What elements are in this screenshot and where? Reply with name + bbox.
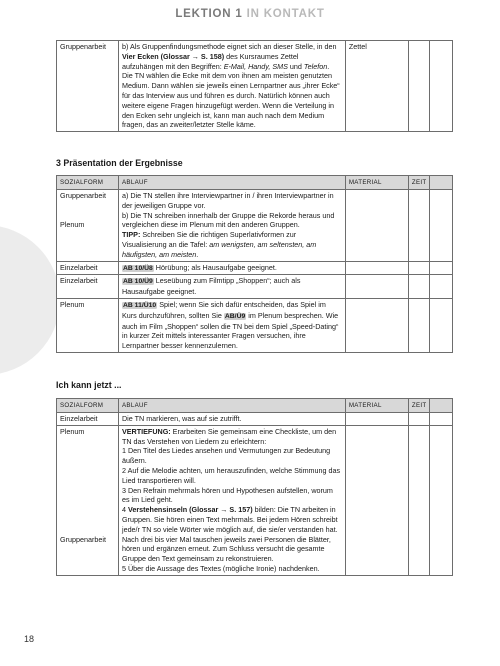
header-zeit: ZEIT [408,399,429,413]
empty-cell [429,190,452,262]
zeit-cell [408,413,429,426]
header-sozialform: SOZIALFORM [57,176,119,190]
table-ich-kann-block [56,398,453,576]
table-row [57,41,453,132]
text-segment: im Plenum besprechen. Wie auch im Film „Shoppen“ sollen die TN bei dem Spiel „Speed-Dating“ in kurzer Zeit mittels interessanter Fragen versuchen, ihre Lernpartner besser kennenzulernen. [121,310,339,351]
sozialform-line [60,476,115,486]
ablauf-cell [118,275,345,299]
empty-cell [429,41,452,132]
text-segment: Schreiben Sie die richtigen Superlativformen zur Visualisierung an die Tafel: [121,230,297,249]
workbook-reference: AB/Ü9 [224,312,246,320]
table-continuation-body [57,41,453,132]
zeit-cell [408,190,429,262]
sozialform-line: Einzelarbeit [60,262,98,272]
ablauf-paragraph [122,263,342,274]
text-segment: und [287,61,304,71]
ablauf-paragraph [122,564,342,574]
sozialform-line: Plenum [60,299,85,309]
material-cell [345,261,408,275]
header-sozialform: SOZIALFORM [57,399,119,413]
sozialform-line: Einzelarbeit [60,276,98,286]
text-segment: b) Die TN schreiben innerhalb der Gruppe die Rekorde heraus und vergleichen diese im Plenum mit den anderen Gruppen. [121,210,335,230]
table-continuation [56,40,453,132]
ablauf-paragraph [122,414,342,424]
material-cell [345,298,408,352]
text-segment: a) Die TN stellen ihre Interviewpartner in / ihren Interviewpartner in der jeweiligen Gruppe vor. [121,191,334,210]
text-segment: Die TN markieren, was auf sie zutrifft. [121,414,242,423]
material-cell [345,275,408,299]
text-segment: 5 Über die Aussage des Textes (mögliche Ironie) nachdenken. [121,563,320,573]
zeit-cell [408,298,429,352]
header-zeit: ZEIT [408,176,429,190]
table-ich-kann-body [57,413,453,576]
section-title-praesentation: 3 Präsentation der Ergebnisse [56,158,183,168]
header-topic: IN KONTAKT [246,8,325,20]
zeit-cell [408,425,429,575]
workbook-reference: AB 11/Ü10 [122,301,157,309]
header-empty [429,399,452,413]
section-title-ich-kann: Ich kann jetzt ... [56,380,122,390]
sozialform-cell [57,261,119,275]
empty-cell [429,275,452,299]
ablauf-cell [118,425,345,575]
empty-cell [429,413,452,426]
sozialform-line: Gruppenarbeit [60,191,106,200]
table-row [57,425,453,575]
zeit-cell [408,275,429,299]
text-segment: VERTIEFUNG: [121,426,171,436]
text-segment: Leseübung zum Filmtipp „Shoppen“; auch als Hausaufgabe geeignet. [121,276,301,297]
ablauf-paragraph [122,300,342,351]
table-row [57,190,453,262]
workbook-reference: AB 10/Ü9 [122,278,153,286]
sozialform-line: Einzelarbeit [60,414,98,423]
sozialform-cell [57,298,119,352]
sozialform-line [60,466,115,476]
material-cell [345,413,408,426]
text-segment: TIPP: [121,230,141,240]
text-segment: Erarbeiten Sie gemeinsam eine Checkliste, um den TN das Verstehen von Liedern zu erleichtern: [121,426,337,446]
text-segment: Hörübung; als Hausaufgabe geeignet. [153,262,277,272]
sozialform-cell: Gruppenarbeit [57,41,119,132]
ablauf-cell [118,413,345,426]
sozialform-cell [57,275,119,299]
sozialform-line: Gruppenarbeit [60,534,106,544]
table-row [57,298,453,352]
table-header-row [57,176,453,190]
page-header [0,8,500,20]
ablauf-paragraph [122,230,342,259]
text-segment: E-Mail, Handy, SMS [223,61,288,71]
ablauf-cell [118,190,345,262]
zeit-cell [408,261,429,275]
material-cell: Zettel [345,41,408,132]
sozialform-line [60,456,115,466]
ablauf-cell [118,261,345,275]
ablauf-paragraph [122,276,342,297]
zeit-cell [408,41,429,132]
decorative-circle [0,225,60,375]
table-row [57,261,453,275]
sozialform-line: Plenum [60,426,85,436]
header-ablauf: ABLAUF [118,399,345,413]
table-ich-kann [56,398,453,576]
table-row [57,275,453,299]
table-row [57,413,453,426]
material-cell [345,190,408,262]
text-segment: Spiel; wenn Sie sich dafür entscheiden, das Spiel im Kurs durchzuführen, sollten Sie [121,299,326,320]
text-segment: 1 Den Titel des Liedes ansehen und Vermutungen zur Bedeutung äußern. [121,446,331,466]
ablauf-paragraph [122,446,342,466]
header-material: MATERIAL [345,399,408,413]
text-segment: bilden: Die TN arbeiten in Gruppen. Sie hören einen Text mehrmals. Bei jedem Hören schreibt jede/r TN so viele Wörter wie möglich auf, die sie/er verstanden hat. Nach drei bis vier Mal tauschen jeweils zwei Personen die Blätter, hören und ergänzen erneut. Zum Schluss versucht die gesamte Gruppe den Text gemeinsam zu rekonstruieren. [121,505,338,564]
sozialform-line: Plenum [60,220,85,230]
text-segment: 4 [121,505,128,515]
empty-cell [429,298,452,352]
empty-cell [429,261,452,275]
header-lesson: LEKTION 1 [175,8,243,20]
empty-cell [429,425,452,575]
text-segment: Vier Ecken (Glossar → S. 158) [121,51,225,61]
ablauf-paragraph [122,211,342,231]
ablauf-paragraph [122,466,342,486]
text-segment: . Die TN wählen die Ecke mit dem von ihnen am meisten genutzten Medium. Dann wählen sie jeweils einen Lernpartner aus „ihrer Ecke“ für das Interview aus und führen es durch. Natürlich können auch weitere eigene Fragen hinzugefügt werden. Wenn die Verteilung in den Ecken sehr ungleich ist, kann man auch nach dem Medium fragen, das an zweiter/letzter Stelle käme. [121,61,340,130]
ablauf-paragraph [122,427,342,447]
page-number: 18 [24,634,35,644]
sozialform-line [60,525,115,535]
sozialform-line [60,495,115,505]
header-material: MATERIAL [345,176,408,190]
ablauf-paragraph [122,505,342,564]
text-segment: . [196,249,199,259]
sozialform-cell [57,190,119,262]
text-segment: 3 Den Refrain mehrmals hören und Hypothesen aufstellen, worum es im Lied geht. [121,485,333,505]
sozialform-line [60,437,115,447]
ablauf-cell [118,41,345,132]
sozialform-line [60,211,115,221]
table-praesentation [56,175,453,353]
sozialform-cell [57,425,119,575]
table-continuation-block [56,40,453,132]
text-segment: Verstehensinseln (Glossar → S. 157) [127,505,253,515]
sozialform-line [60,515,115,525]
text-segment: b) Als Gruppenfindungsmethode eignet sich an dieser Stelle, in den [121,42,337,51]
header-ablauf: ABLAUF [118,176,345,190]
ablauf-paragraph [122,191,342,211]
text-segment: am wenigsten, am seltensten, am häufigsten, am meisten [121,239,317,259]
text-segment: Telefon [303,61,328,71]
table-praesentation-body [57,190,453,353]
sozialform-cell [57,413,119,426]
ablauf-cell [118,298,345,352]
text-segment: des Kursraumes Zettel aufzuhängen mit den Begriffen: [121,51,299,71]
text-segment: 2 Auf die Melodie achten, um herauszufinden, welche Stimmung das Lied transportieren will. [121,465,341,485]
sozialform-line [60,505,115,515]
sozialform-line [60,201,115,211]
sozialform-line [60,446,115,456]
table-header-row [57,399,453,413]
material-cell [345,425,408,575]
sozialform-line [60,486,115,496]
workbook-reference: AB 10/Ü8 [122,264,153,272]
ablauf-paragraph [122,486,342,506]
header-empty [429,176,452,190]
table-praesentation-block [56,175,453,353]
